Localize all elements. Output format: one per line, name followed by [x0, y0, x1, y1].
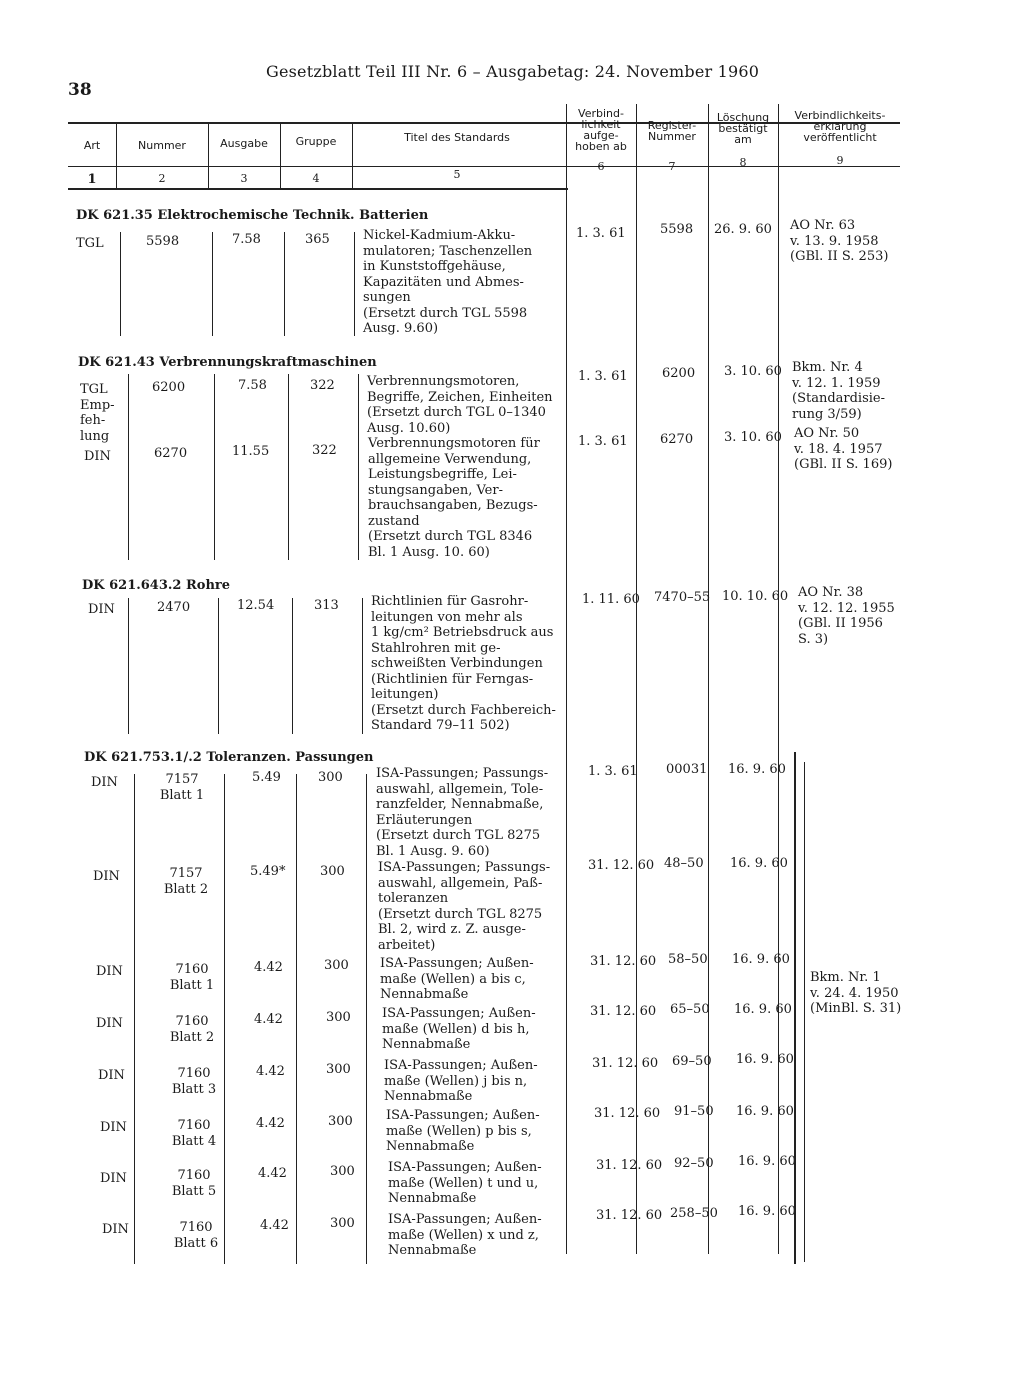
- cell-gruppe: 300: [330, 1164, 355, 1179]
- cell-gruppe: 300: [320, 864, 345, 879]
- section-title: DK 621.643.2 Rohre: [82, 578, 231, 593]
- cell-nummer: 7160 Blatt 4: [171, 1118, 217, 1149]
- cell-erklaerung: AO Nr. 50 v. 18. 4. 1957 (GBl. II S. 169): [794, 426, 893, 472]
- cell-titel: ISA-Passungen; Passungs- auswahl, allgemein, Paß- toleranzen (Ersetzt durch TGL 8275 Bl. 2, wird z. Z. ausge- arbeitet): [378, 860, 551, 953]
- cell-register: 69–50: [672, 1054, 712, 1069]
- col-head-ausgabe: Ausgabe: [220, 137, 268, 150]
- row-divider: [134, 774, 135, 1264]
- cell-art: DIN: [102, 1222, 129, 1237]
- column-rule-7: [636, 104, 637, 1254]
- row-divider: [212, 232, 213, 336]
- page-number: 38: [68, 80, 92, 100]
- row-divider: [366, 774, 367, 1264]
- cell-titel: ISA-Passungen; Außen- maße (Wellen) j bis n, Nennabmaße: [384, 1058, 538, 1104]
- cell-aufgehoben: 31. 12. 60: [588, 858, 655, 873]
- cell-ausgabe: 4.42: [256, 1064, 285, 1079]
- col-num-9: 9: [836, 154, 844, 167]
- cell-erklaerung-shared: Bkm. Nr. 1 v. 24. 4. 1950 (MinBl. S. 31): [810, 970, 902, 1016]
- cell-titel: ISA-Passungen; Außen- maße (Wellen) a bis c, Nennabmaße: [380, 956, 534, 1002]
- group-bracket: [804, 762, 805, 1262]
- cell-art: DIN: [100, 1171, 127, 1186]
- cell-nummer: 7160 Blatt 3: [171, 1066, 217, 1097]
- cell-ausgabe: 4.42: [260, 1218, 289, 1233]
- cell-loeschung: 10. 10. 60: [722, 589, 789, 604]
- cell-nummer: 5598: [146, 234, 180, 249]
- cell-nummer: 6270: [154, 446, 188, 461]
- col-num-8: 8: [739, 156, 747, 169]
- col-num-5: 5: [453, 168, 461, 181]
- cell-aufgehoben: 1. 3. 61: [576, 226, 626, 241]
- cell-art: DIN: [88, 602, 115, 617]
- cell-gruppe: 300: [318, 770, 343, 785]
- row-divider: [284, 232, 285, 336]
- group-bracket: [794, 752, 796, 1264]
- cell-titel: ISA-Passungen; Außen- maße (Wellen) x und z, Nennabmaße: [388, 1212, 542, 1258]
- cell-gruppe: 322: [310, 378, 335, 393]
- cell-gruppe: 300: [328, 1114, 353, 1129]
- table-header-bottom-rule: [68, 188, 568, 190]
- cell-register: 6200: [662, 366, 696, 381]
- cell-aufgehoben: 31. 12. 60: [596, 1208, 663, 1223]
- cell-titel: ISA-Passungen; Passungs- auswahl, allgemein, Tole- ranzfelder, Nennabmaße, Erläuterungen (Ersetzt durch TGL 8275 Bl. 1 Ausg. 9. 60): [376, 766, 549, 859]
- cell-gruppe: 322: [312, 443, 337, 458]
- cell-art: DIN: [98, 1068, 125, 1083]
- col-head-art: Art: [83, 139, 101, 152]
- cell-art: TGL: [76, 236, 104, 251]
- cell-aufgehoben: 31. 12. 60: [594, 1106, 661, 1121]
- cell-aufgehoben: 1. 3. 61: [588, 764, 638, 779]
- cell-nummer: 7160 Blatt 6: [173, 1220, 219, 1251]
- row-divider: [214, 374, 215, 560]
- col-num-2: 2: [158, 172, 166, 185]
- cell-aufgehoben: 1. 11. 60: [582, 592, 640, 607]
- cell-nummer: 2470: [157, 600, 191, 615]
- cell-register: 00031: [666, 762, 708, 777]
- cell-ausgabe: 4.42: [254, 1012, 283, 1027]
- header-divider: [116, 124, 117, 188]
- cell-gruppe: 300: [326, 1062, 351, 1077]
- row-divider: [292, 598, 293, 734]
- cell-gruppe: 300: [326, 1010, 351, 1025]
- cell-art: DIN: [100, 1120, 127, 1135]
- cell-loeschung: 16. 9. 60: [736, 1104, 794, 1119]
- row-divider: [120, 232, 121, 336]
- cell-titel: ISA-Passungen; Außen- maße (Wellen) p bis s, Nennabmaße: [386, 1108, 540, 1154]
- cell-titel: ISA-Passungen; Außen- maße (Wellen) t und u, Nennabmaße: [388, 1160, 542, 1206]
- cell-register: 58–50: [668, 952, 708, 967]
- cell-art: TGL Emp- feh- lung: [80, 382, 115, 444]
- column-rule-8: [708, 104, 709, 1254]
- cell-nummer: 6200: [152, 380, 186, 395]
- cell-erklaerung: AO Nr. 38 v. 12. 12. 1955 (GBl. II 1956 S. 3): [798, 585, 895, 647]
- col-num-6: 6: [597, 160, 605, 173]
- cell-loeschung: 26. 9. 60: [714, 222, 772, 237]
- cell-register: 5598: [660, 222, 694, 237]
- cell-loeschung: 16. 9. 60: [736, 1052, 794, 1067]
- cell-loeschung: 3. 10. 60: [724, 430, 782, 445]
- header-divider: [352, 124, 353, 188]
- col-head-register: Register- Nummer: [647, 119, 697, 143]
- column-rule-6: [566, 104, 567, 1254]
- cell-gruppe: 313: [314, 598, 339, 613]
- row-divider: [128, 374, 129, 560]
- cell-ausgabe: 5.49*: [250, 864, 286, 879]
- cell-ausgabe: 7.58: [238, 378, 267, 393]
- cell-nummer: 7160 Blatt 2: [169, 1014, 215, 1045]
- cell-register: 65–50: [670, 1002, 710, 1017]
- cell-loeschung: 16. 9. 60: [738, 1154, 796, 1169]
- row-divider: [224, 774, 225, 1264]
- page-header-title: Gesetzblatt Teil III Nr. 6 – Ausgabetag: 24. November 1960: [266, 62, 760, 81]
- cell-aufgehoben: 31. 12. 60: [590, 954, 657, 969]
- row-divider: [358, 374, 359, 560]
- cell-gruppe: 365: [305, 232, 330, 247]
- cell-art: DIN: [84, 449, 111, 464]
- header-divider: [208, 124, 209, 188]
- cell-ausgabe: 4.42: [258, 1166, 287, 1181]
- cell-art: DIN: [93, 869, 120, 884]
- cell-art: DIN: [96, 964, 123, 979]
- cell-titel: Verbrennungsmotoren, Begriffe, Zeichen, Einheiten (Ersetzt durch TGL 0–1340 Ausg. 10.60): [367, 374, 553, 436]
- cell-aufgehoben: 31. 12. 60: [592, 1056, 659, 1071]
- cell-nummer: 7157 Blatt 1: [159, 772, 205, 803]
- cell-aufgehoben: 31. 12. 60: [590, 1004, 657, 1019]
- cell-ausgabe: 11.55: [232, 444, 270, 459]
- cell-nummer: 7160 Blatt 5: [171, 1168, 217, 1199]
- cell-aufgehoben: 31. 12. 60: [596, 1158, 663, 1173]
- section-title: DK 621.43 Verbrennungskraftmaschinen: [78, 355, 377, 370]
- col-head-erklaerung: Verbindlichkeits- erklärung veröffentlicht: [794, 109, 886, 144]
- cell-nummer: 7157 Blatt 2: [163, 866, 209, 897]
- cell-erklaerung: AO Nr. 63 v. 13. 9. 1958 (GBl. II S. 253): [790, 218, 889, 264]
- cell-loeschung: 16. 9. 60: [734, 1002, 792, 1017]
- cell-titel: Verbrennungsmotoren für allgemeine Verwendung, Leistungsbegriffe, Lei- stungsangaben, Ver- brauchsangaben, Bezugs- zustand (Ersetzt durch TGL 8346 Bl. 1 Ausg. 10. 60): [368, 436, 540, 560]
- col-num-7: 7: [668, 160, 676, 173]
- row-divider: [288, 374, 289, 560]
- cell-register: 48–50: [664, 856, 704, 871]
- cell-register: 6270: [660, 432, 694, 447]
- row-divider: [128, 598, 129, 734]
- cell-loeschung: 16. 9. 60: [730, 856, 788, 871]
- col-head-nummer: Nummer: [138, 139, 186, 152]
- col-head-titel: Titel des Standards: [404, 131, 510, 144]
- cell-loeschung: 16. 9. 60: [728, 762, 786, 777]
- section-title: DK 621.753.1/.2 Toleranzen. Passungen: [84, 750, 374, 765]
- section-title: DK 621.35 Elektrochemische Technik. Batterien: [76, 208, 429, 223]
- cell-loeschung: 16. 9. 60: [732, 952, 790, 967]
- row-divider: [362, 598, 363, 734]
- col-num-3: 3: [240, 172, 248, 185]
- column-rule-9: [778, 104, 779, 1254]
- cell-titel: ISA-Passungen; Außen- maße (Wellen) d bis h, Nennabmaße: [382, 1006, 536, 1052]
- cell-ausgabe: 5.49: [252, 770, 281, 785]
- cell-loeschung: 16. 9. 60: [738, 1204, 796, 1219]
- row-divider: [296, 774, 297, 1264]
- cell-aufgehoben: 1. 3. 61: [578, 369, 628, 384]
- cell-ausgabe: 4.42: [256, 1116, 285, 1131]
- cell-ausgabe: 12.54: [237, 598, 275, 613]
- cell-nummer: 7160 Blatt 1: [169, 962, 215, 993]
- cell-gruppe: 300: [330, 1216, 355, 1231]
- cell-titel: Nickel-Kadmium-Akku- mulatoren; Taschenzellen in Kunststoffgehäuse, Kapazitäten und Abmes- sungen (Ersetzt durch TGL 5598 Ausg. 9.60): [363, 228, 533, 336]
- cell-register: 91–50: [674, 1104, 714, 1119]
- col-num-1: 1: [87, 172, 97, 187]
- cell-ausgabe: 7.58: [232, 232, 261, 247]
- col-head-gruppe: Gruppe: [295, 135, 337, 148]
- header-divider: [280, 124, 281, 188]
- cell-art: DIN: [96, 1016, 123, 1031]
- cell-register: 258–50: [670, 1206, 718, 1221]
- col-head-loeschung: Löschung bestätigt am: [716, 111, 770, 146]
- cell-loeschung: 3. 10. 60: [724, 364, 782, 379]
- cell-titel: Richtlinien für Gasrohr- leitungen von mehr als 1 kg/cm² Betriebsdruck aus Stahlrohren mit ge- schweißten Verbindungen (Richtlinien für Ferngas- leitungen) (Ersetzt durch Fachbereich- Standard 79–11 502): [371, 594, 556, 733]
- cell-register: 92–50: [674, 1156, 714, 1171]
- cell-art: DIN: [91, 775, 118, 790]
- cell-erklaerung: Bkm. Nr. 4 v. 12. 1. 1959 (Standardisie- rung 3/59): [792, 360, 886, 422]
- row-divider: [354, 232, 355, 336]
- cell-gruppe: 300: [324, 958, 349, 973]
- col-num-4: 4: [312, 172, 320, 185]
- cell-ausgabe: 4.42: [254, 960, 283, 975]
- col-head-aufgehoben: Verbind- lichkeit aufge- hoben ab: [575, 107, 627, 153]
- row-divider: [218, 598, 219, 734]
- cell-register: 7470–55: [654, 590, 711, 605]
- cell-aufgehoben: 1. 3. 61: [578, 434, 628, 449]
